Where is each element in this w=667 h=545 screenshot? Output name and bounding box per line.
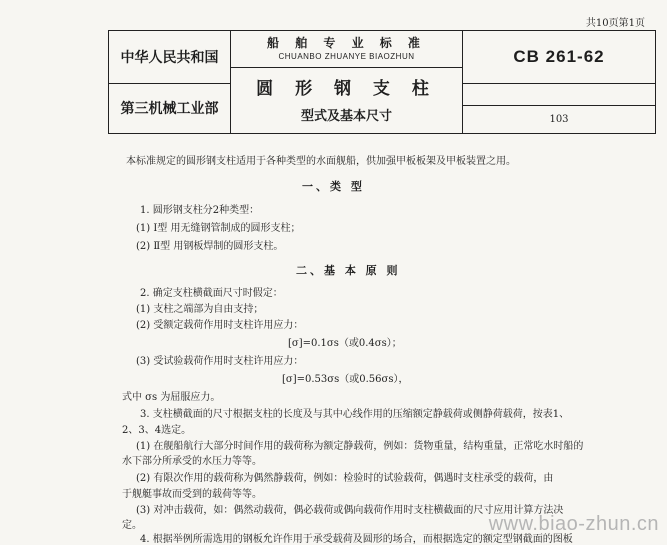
intro-paragraph: 本标准规定的圆形钢支柱适用于各种类型的水面舰船，供加强甲板板架及甲板装置之用。 [126, 156, 516, 167]
clause-2-item-1: (1) 支柱之端部为自由支持； [136, 304, 264, 315]
clause-1-item-2: (2) Ⅱ型 用钢板焊制的圆形支柱。 [136, 241, 284, 252]
standard-code: CB 261-62 [463, 31, 655, 84]
clause-3-item-3-line-2: 定。 [122, 520, 142, 531]
clause-2: 2. 确定支柱横截面尺寸时假定： [140, 288, 283, 299]
standard-type [231, 31, 462, 68]
clause-3-line-1: 3. 支柱横截面的尺寸根据支柱的长度及与其中心线作用的压缩额定静载荷或侧静荷载荷，按表1、 [140, 409, 570, 420]
formula-note: 式中 σs 为屈服应力。 [122, 392, 221, 403]
clause-3-item-3-line-1: (3) 对冲击载荷，如：偶然动载荷，偶必载荷或偶向载荷作用时支柱横截面的尺寸应用计算方法决 [136, 505, 564, 516]
clause-3-item-2-line-1: (2) 有限次作用的载荷称为偶然静载荷，例如：检验时的试验载荷，偶遇时支柱承受的载荷，由 [136, 473, 554, 484]
header-left [109, 31, 231, 133]
clause-2-item-2: (2) 受额定载荷作用时支柱许用应力： [136, 320, 304, 331]
document-title: 圆 形 钢 支 柱 [256, 79, 437, 99]
header-middle [231, 31, 463, 133]
standard-header [108, 30, 656, 134]
section-heading-types: 一、类 型 [302, 180, 365, 193]
document-subtitle: 型式及基本尺寸 [300, 109, 392, 124]
clause-3-item-1-line-1: (1) 在舰船航行大部分时间作用的载荷称为额定静载荷，例如：货物重量，结构重量，正常吃水时船的 [136, 441, 584, 452]
clause-2-item-3: (3) 受试验载荷作用时支柱许用应力： [136, 356, 304, 367]
org-country: 中华人民共和国 [109, 31, 230, 84]
clause-1-item-1: (1) Ⅰ型 用无缝钢管制成的圆形支柱； [136, 223, 301, 234]
section-heading-principles: 二、基 本 原 则 [296, 264, 401, 277]
page-number: 共10页第1页 [585, 18, 645, 29]
clause-1: 1. 圆形钢支柱分2种类型： [140, 205, 260, 216]
header-right [463, 31, 655, 133]
watermark: www.biao-zhun.cn [488, 513, 659, 535]
clause-3-line-2: 2、3、4选定。 [122, 425, 192, 436]
org-ministry: 第三机械工业部 [120, 101, 219, 117]
standard-number: 103 [549, 113, 569, 125]
formula-1: [σ]=0.1σs（或0.4σs）； [288, 338, 402, 349]
clause-3-item-2-line-2: 于舰艇事故而受到的载荷等等。 [122, 489, 262, 500]
formula-2: [σ]=0.53σs（或0.56σs）， [282, 374, 409, 385]
empty-cell [463, 83, 655, 106]
standard-type-en: CHUANBO ZHUANYE BIAOZHUN [278, 52, 415, 61]
document-title-block [231, 67, 462, 133]
clause-4-line-1: 4. 根据举例所需选用的钢板允许作用于承受载荷及圆形的场合，而根据选定的额定型钢截面的图板 [140, 534, 573, 545]
standard-type-cn: 船 舶 专 业 标 准 [267, 36, 426, 50]
clause-3-item-1-line-2: 水下部分所承受的水压力等等。 [122, 456, 262, 467]
